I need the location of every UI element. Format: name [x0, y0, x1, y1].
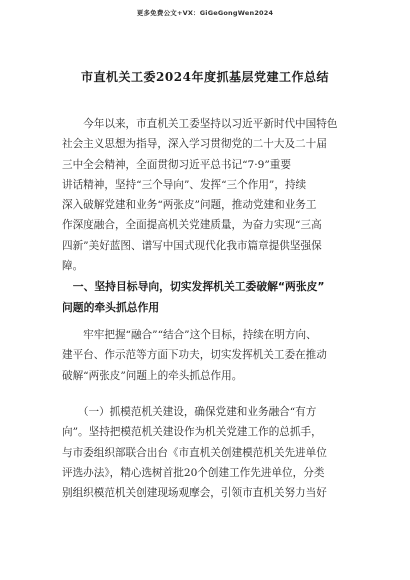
text-line: 建平台、作示范等方面下功夫，切实发挥机关工委在推动: [62, 349, 327, 362]
text-line: 评选办法》，精心选树首批20个创建工作先进单位，分类: [62, 466, 325, 479]
heading-line: 问题的牵头抓总作用: [62, 301, 160, 314]
text-line: 别组织模范机关创建现场观摩会，引领市直机关努力当好: [62, 487, 327, 500]
text-line: 牢牢把握“融合”“结合”这个目标，持续在明方向、: [62, 329, 317, 341]
text-line: 四新”美好蓝图、谱写中国式现代化我市篇章提供坚强保: [62, 239, 322, 252]
section-heading: [62, 276, 362, 318]
subsection-paragraph: [62, 402, 358, 503]
section-body-paragraph: [62, 325, 358, 386]
text-line: 今年以来，市直机关工委坚持以习近平新时代中国特色: [62, 118, 338, 130]
text-line: 障。: [62, 260, 84, 273]
header-note: 更多免费公文+VX：GiGeGongWen2024: [136, 9, 274, 17]
text-line: 破解“两张皮”问题上的牵头抓总作用。: [62, 369, 243, 382]
text-line: 作深度融合，全面提高机关党建质量，为奋力实现“三高: [62, 219, 322, 232]
text-line: 深入破解党建和业务“两张皮”问题，推动党建和业务工: [62, 199, 317, 212]
text-line: 与市委组织部联合出台《市直机关创建模范机关先进单位: [62, 446, 327, 459]
intro-paragraph: [62, 114, 358, 276]
text-line: 三中全会精神，全面贯彻习近平总书记“7·9”重要: [62, 158, 291, 171]
text-line: 向”。坚持把模范机关建设作为机关党建工作的总抓手，: [62, 426, 322, 439]
document-title: 市直机关工委2024年度抓基层党建工作总结: [81, 70, 329, 84]
text-line: 讲话精神，坚持“三个导向”、发挥“三个作用”，持续: [62, 178, 307, 191]
text-line: 社会主义思想为指导，深入学习贯彻党的二十大及二十届: [62, 138, 327, 151]
text-line: （一）抓模范机关建设，确保党建和业务融合“有方: [62, 406, 317, 418]
heading-line: 一、坚持目标导向，切实发挥机关工委破解“两张皮”: [62, 280, 325, 293]
